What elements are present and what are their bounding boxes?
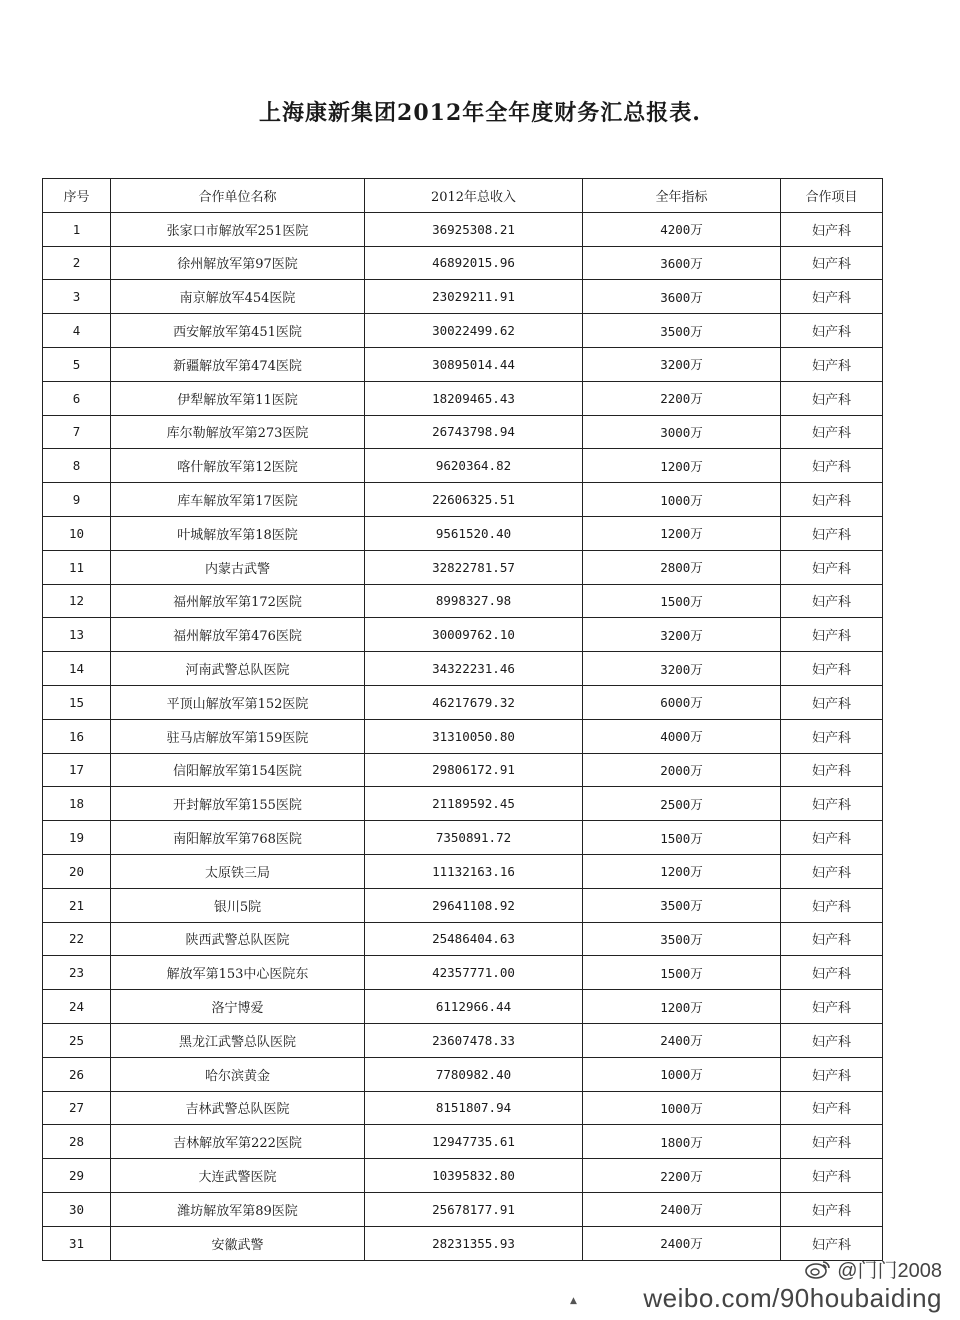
partner-name-cell: 新疆解放军第474医院 (111, 347, 365, 381)
total-revenue-cell: 46892015.96 (365, 246, 583, 280)
project-cell: 妇产科 (781, 212, 883, 246)
row-index-cell: 25 (43, 1023, 111, 1057)
partner-name-cell: 西安解放军第451医院 (111, 314, 365, 348)
annual-target-cell: 2400万 (583, 1192, 781, 1226)
total-revenue-cell: 9620364.82 (365, 449, 583, 483)
annual-target-cell: 1200万 (583, 449, 781, 483)
total-revenue-cell: 23607478.33 (365, 1023, 583, 1057)
annual-target-cell: 4000万 (583, 719, 781, 753)
project-cell: 妇产科 (781, 652, 883, 686)
row-index-cell: 18 (43, 787, 111, 821)
annual-target-cell: 6000万 (583, 685, 781, 719)
partner-name-cell: 内蒙古武警 (111, 550, 365, 584)
total-revenue-cell: 10395832.80 (365, 1159, 583, 1193)
row-index-cell: 13 (43, 618, 111, 652)
row-index-cell: 8 (43, 449, 111, 483)
table-row (43, 1091, 883, 1125)
partner-name-cell: 伊犁解放军第11医院 (111, 381, 365, 415)
annual-target-cell: 1500万 (583, 584, 781, 618)
table-row (43, 550, 883, 584)
annual-target-cell: 1200万 (583, 990, 781, 1024)
project-cell: 妇产科 (781, 922, 883, 956)
project-cell: 妇产科 (781, 483, 883, 517)
table-row (43, 1057, 883, 1091)
table-row (43, 1125, 883, 1159)
row-index-cell: 3 (43, 280, 111, 314)
table-row (43, 1192, 883, 1226)
table-row (43, 280, 883, 314)
table-row (43, 314, 883, 348)
total-revenue-cell: 8998327.98 (365, 584, 583, 618)
annual-target-cell: 3200万 (583, 652, 781, 686)
table-row (43, 483, 883, 517)
project-cell: 妇产科 (781, 347, 883, 381)
partner-name-cell: 叶城解放军第18医院 (111, 516, 365, 550)
table-row (43, 1023, 883, 1057)
project-cell: 妇产科 (781, 685, 883, 719)
annual-target-cell: 3500万 (583, 888, 781, 922)
annual-target-cell: 2400万 (583, 1023, 781, 1057)
total-revenue-cell: 36925308.21 (365, 212, 583, 246)
annual-target-cell: 1500万 (583, 956, 781, 990)
total-revenue-cell: 34322231.46 (365, 652, 583, 686)
project-cell: 妇产科 (781, 1091, 883, 1125)
row-index-cell: 17 (43, 753, 111, 787)
partner-name-cell: 洛宁博爱 (111, 990, 365, 1024)
row-index-cell: 2 (43, 246, 111, 280)
table-row (43, 381, 883, 415)
table-header-row (43, 179, 883, 213)
row-index-cell: 5 (43, 347, 111, 381)
row-index-cell: 23 (43, 956, 111, 990)
project-cell: 妇产科 (781, 753, 883, 787)
project-cell: 妇产科 (781, 1192, 883, 1226)
table-row (43, 212, 883, 246)
table-row (43, 753, 883, 787)
partner-name-cell: 吉林武警总队医院 (111, 1091, 365, 1125)
annual-target-cell: 3600万 (583, 280, 781, 314)
annual-target-cell: 1800万 (583, 1125, 781, 1159)
financial-summary-table (42, 178, 883, 1261)
row-index-cell: 31 (43, 1226, 111, 1260)
table-row (43, 922, 883, 956)
annual-target-cell: 3500万 (583, 314, 781, 348)
annual-target-cell: 2500万 (583, 787, 781, 821)
page-title: 上海康新集团2012年全年度财务汇总报表. (259, 100, 701, 126)
total-revenue-cell: 12947735.61 (365, 1125, 583, 1159)
total-revenue-cell: 6112966.44 (365, 990, 583, 1024)
row-index-cell: 21 (43, 888, 111, 922)
partner-name-cell: 黑龙江武警总队医院 (111, 1023, 365, 1057)
row-index-cell: 19 (43, 821, 111, 855)
total-revenue-cell: 30895014.44 (365, 347, 583, 381)
total-revenue-cell: 30022499.62 (365, 314, 583, 348)
row-index-cell: 30 (43, 1192, 111, 1226)
partner-name-cell: 平顶山解放军第152医院 (111, 685, 365, 719)
partner-name-cell: 太原铁三局 (111, 854, 365, 888)
project-cell: 妇产科 (781, 550, 883, 584)
row-index-cell: 26 (43, 1057, 111, 1091)
row-index-cell: 20 (43, 854, 111, 888)
page-mark: ▲ (570, 1296, 577, 1306)
project-cell: 妇产科 (781, 956, 883, 990)
total-revenue-cell: 7780982.40 (365, 1057, 583, 1091)
partner-name-cell: 银川5院 (111, 888, 365, 922)
row-index-cell: 4 (43, 314, 111, 348)
total-revenue-cell: 21189592.45 (365, 787, 583, 821)
total-revenue-cell: 29806172.91 (365, 753, 583, 787)
table-body (43, 212, 883, 1260)
partner-name-cell: 哈尔滨黄金 (111, 1057, 365, 1091)
total-revenue-cell: 25678177.91 (365, 1192, 583, 1226)
row-index-cell: 29 (43, 1159, 111, 1193)
table-row (43, 347, 883, 381)
row-index-cell: 16 (43, 719, 111, 753)
annual-target-cell: 2200万 (583, 381, 781, 415)
row-index-cell: 27 (43, 1091, 111, 1125)
partner-name-cell: 驻马店解放军第159医院 (111, 719, 365, 753)
partner-name-cell: 福州解放军第476医院 (111, 618, 365, 652)
total-revenue-cell: 46217679.32 (365, 685, 583, 719)
weibo-watermark (643, 1254, 942, 1314)
partner-name-cell: 潍坊解放军第89医院 (111, 1192, 365, 1226)
project-cell: 妇产科 (781, 381, 883, 415)
partner-name-cell: 大连武警医院 (111, 1159, 365, 1193)
project-cell: 妇产科 (781, 854, 883, 888)
table-row (43, 956, 883, 990)
partner-name-cell: 河南武警总队医院 (111, 652, 365, 686)
row-index-cell: 12 (43, 584, 111, 618)
table-row (43, 888, 883, 922)
row-index-cell: 7 (43, 415, 111, 449)
annual-target-cell: 1000万 (583, 1091, 781, 1125)
project-cell: 妇产科 (781, 1226, 883, 1260)
project-cell: 妇产科 (781, 516, 883, 550)
column-header: 合作项目 (781, 179, 883, 213)
total-revenue-cell: 42357771.00 (365, 956, 583, 990)
annual-target-cell: 2400万 (583, 1226, 781, 1260)
partner-name-cell: 张家口市解放军251医院 (111, 212, 365, 246)
total-revenue-cell: 29641108.92 (365, 888, 583, 922)
partner-name-cell: 陕西武警总队医院 (111, 922, 365, 956)
table-row (43, 449, 883, 483)
partner-name-cell: 安徽武警 (111, 1226, 365, 1260)
annual-target-cell: 3000万 (583, 415, 781, 449)
project-cell: 妇产科 (781, 246, 883, 280)
total-revenue-cell: 30009762.10 (365, 618, 583, 652)
table-row (43, 415, 883, 449)
table-row (43, 719, 883, 753)
annual-target-cell: 2800万 (583, 550, 781, 584)
partner-name-cell: 开封解放军第155医院 (111, 787, 365, 821)
partner-name-cell: 解放军第153中心医院东 (111, 956, 365, 990)
total-revenue-cell: 18209465.43 (365, 381, 583, 415)
partner-name-cell: 福州解放军第172医院 (111, 584, 365, 618)
project-cell: 妇产科 (781, 888, 883, 922)
table-row (43, 618, 883, 652)
project-cell: 妇产科 (781, 1125, 883, 1159)
table-row (43, 854, 883, 888)
annual-target-cell: 2200万 (583, 1159, 781, 1193)
table-row (43, 516, 883, 550)
row-index-cell: 1 (43, 212, 111, 246)
row-index-cell: 22 (43, 922, 111, 956)
annual-target-cell: 1000万 (583, 1057, 781, 1091)
partner-name-cell: 南京解放军454医院 (111, 280, 365, 314)
project-cell: 妇产科 (781, 821, 883, 855)
row-index-cell: 10 (43, 516, 111, 550)
project-cell: 妇产科 (781, 1057, 883, 1091)
annual-target-cell: 3500万 (583, 922, 781, 956)
column-header: 2012年总收入 (365, 179, 583, 213)
total-revenue-cell: 23029211.91 (365, 280, 583, 314)
partner-name-cell: 库尔勒解放军第273医院 (111, 415, 365, 449)
annual-target-cell: 3200万 (583, 618, 781, 652)
annual-target-cell: 2000万 (583, 753, 781, 787)
total-revenue-cell: 9561520.40 (365, 516, 583, 550)
weibo-logo-icon (805, 1259, 831, 1279)
column-header: 序号 (43, 179, 111, 213)
row-index-cell: 14 (43, 652, 111, 686)
annual-target-cell: 3200万 (583, 347, 781, 381)
table-row (43, 990, 883, 1024)
project-cell: 妇产科 (781, 314, 883, 348)
table-row (43, 246, 883, 280)
project-cell: 妇产科 (781, 1023, 883, 1057)
project-cell: 妇产科 (781, 584, 883, 618)
partner-name-cell: 喀什解放军第12医院 (111, 449, 365, 483)
total-revenue-cell: 31310050.80 (365, 719, 583, 753)
project-cell: 妇产科 (781, 990, 883, 1024)
annual-target-cell: 1500万 (583, 821, 781, 855)
partner-name-cell: 吉林解放军第222医院 (111, 1125, 365, 1159)
project-cell: 妇产科 (781, 1159, 883, 1193)
project-cell: 妇产科 (781, 415, 883, 449)
total-revenue-cell: 8151807.94 (365, 1091, 583, 1125)
annual-target-cell: 3600万 (583, 246, 781, 280)
table-row (43, 685, 883, 719)
table-row (43, 821, 883, 855)
partner-name-cell: 南阳解放军第768医院 (111, 821, 365, 855)
partner-name-cell: 信阳解放军第154医院 (111, 753, 365, 787)
table-row (43, 584, 883, 618)
annual-target-cell: 4200万 (583, 212, 781, 246)
partner-name-cell: 库车解放军第17医院 (111, 483, 365, 517)
project-cell: 妇产科 (781, 449, 883, 483)
row-index-cell: 11 (43, 550, 111, 584)
row-index-cell: 6 (43, 381, 111, 415)
table-row (43, 787, 883, 821)
project-cell: 妇产科 (781, 719, 883, 753)
row-index-cell: 24 (43, 990, 111, 1024)
total-revenue-cell: 32822781.57 (365, 550, 583, 584)
annual-target-cell: 1000万 (583, 483, 781, 517)
annual-target-cell: 1200万 (583, 516, 781, 550)
project-cell: 妇产科 (781, 787, 883, 821)
annual-target-cell: 1200万 (583, 854, 781, 888)
table-row (43, 652, 883, 686)
project-cell: 妇产科 (781, 280, 883, 314)
column-header: 全年指标 (583, 179, 781, 213)
total-revenue-cell: 25486404.63 (365, 922, 583, 956)
row-index-cell: 15 (43, 685, 111, 719)
table-row (43, 1159, 883, 1193)
row-index-cell: 28 (43, 1125, 111, 1159)
row-index-cell: 9 (43, 483, 111, 517)
weibo-handle-text: @门门2008 (837, 1260, 942, 1282)
total-revenue-cell: 7350891.72 (365, 821, 583, 855)
total-revenue-cell: 28231355.93 (365, 1226, 583, 1260)
total-revenue-cell: 26743798.94 (365, 415, 583, 449)
column-header: 合作单位名称 (111, 179, 365, 213)
project-cell: 妇产科 (781, 618, 883, 652)
partner-name-cell: 徐州解放军第97医院 (111, 246, 365, 280)
total-revenue-cell: 22606325.51 (365, 483, 583, 517)
total-revenue-cell: 11132163.16 (365, 854, 583, 888)
weibo-url: weibo.com/90houbaiding (643, 1283, 942, 1313)
